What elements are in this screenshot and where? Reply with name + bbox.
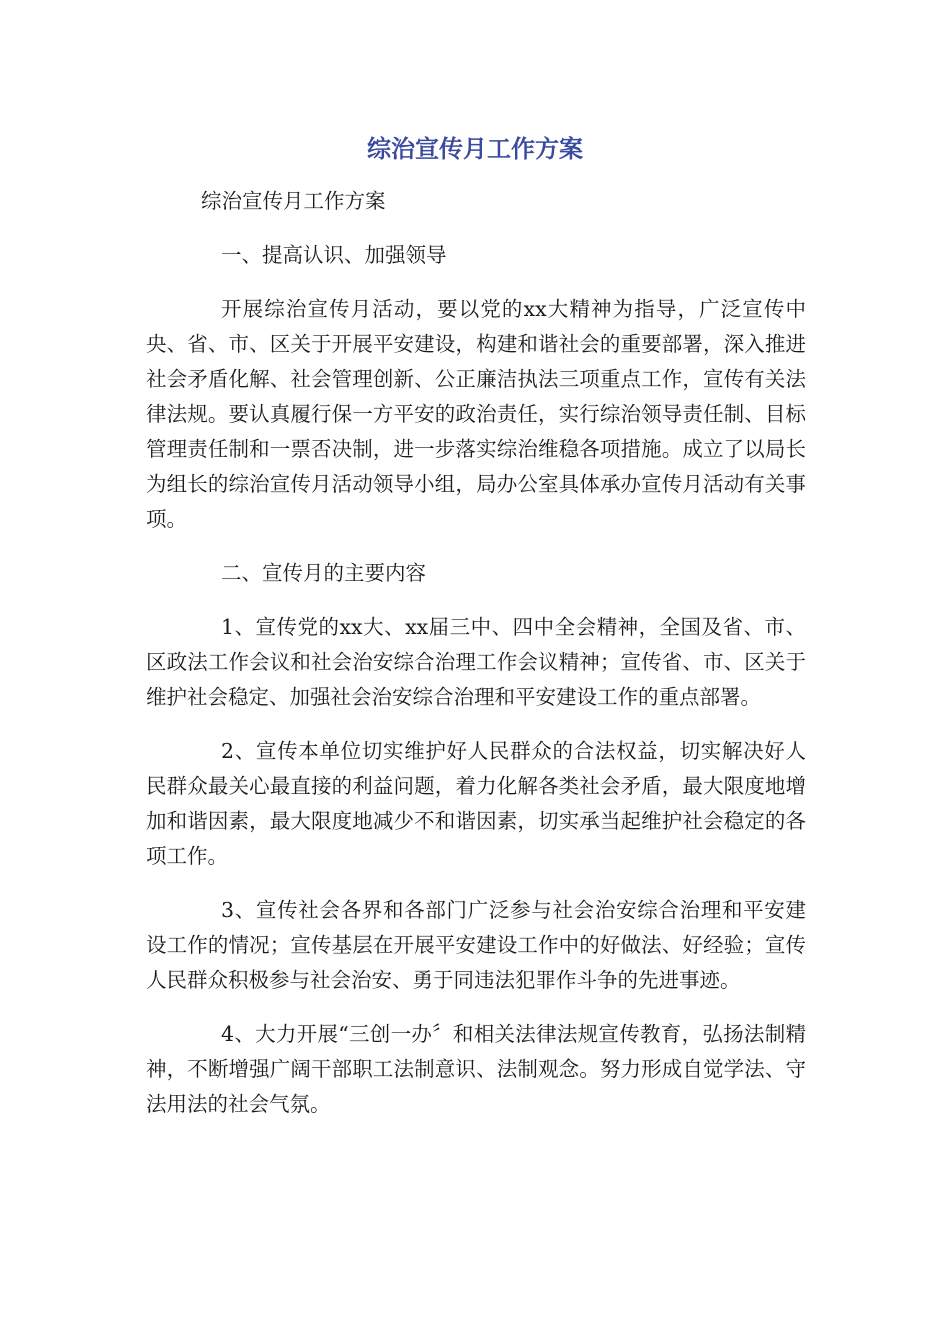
document-title: 综治宣传月工作方案 (367, 135, 583, 163)
paragraph: 4、大力开展“三创一办〞和相关法律法规宣传教育，弘扬法制精神，不断增强广阔干部职工法制意识、法制观念。努力形成自觉学法、守法用法的社会气氛。 (146, 1022, 806, 1116)
paragraph: 开展综治宣传月活动，要以党的xx大精神为指导，广泛宣传中央、省、市、区关于开展平安建设，构建和谐社会的重要部署，深入推进社会矛盾化解、社会管理创新、公正廉洁执法三项重点工作，宣传有关法律法规。要认真履行保一方平安的政治责任，实行综治领导责任制、目标管理责任制和一票否决制，进一步落实综治维稳各项措施。成立了以局长为组长的综治宣传月活动领导小组，局办公室具体承办宣传月活动有关事项。 (146, 297, 806, 531)
section-heading-2: 二、宣传月的主要内容 (221, 561, 426, 585)
section-heading-1: 一、提高认识、加强领导 (221, 243, 447, 267)
paragraph: 2、宣传本单位切实维护好人民群众的合法权益，切实解决好人民群众最关心最直接的利益问题，着力化解各类社会矛盾，最大限度地增加和谐因素，最大限度地减少不和谐因素，切实承当起维护社会稳定的各项工作。 (146, 739, 806, 868)
paragraph: 3、宣传社会各界和各部门广泛参与社会治安综合治理和平安建设工作的情况；宣传基层在开展平安建设工作中的好做法、好经验；宣传人民群众积极参与社会治安、勇于同违法犯罪作斗争的先进事迹。 (146, 898, 806, 992)
document-body (146, 184, 806, 1141)
paragraph: 1、宣传党的xx大、xx届三中、四中全会精神，全国及省、市、区政法工作会议和社会治安综合治理工作会议精神；宣传省、市、区关于维护社会稳定、加强社会治安综合治理和平安建设工作的重点部署。 (146, 615, 806, 709)
document-subtitle: 综治宣传月工作方案 (201, 189, 386, 213)
